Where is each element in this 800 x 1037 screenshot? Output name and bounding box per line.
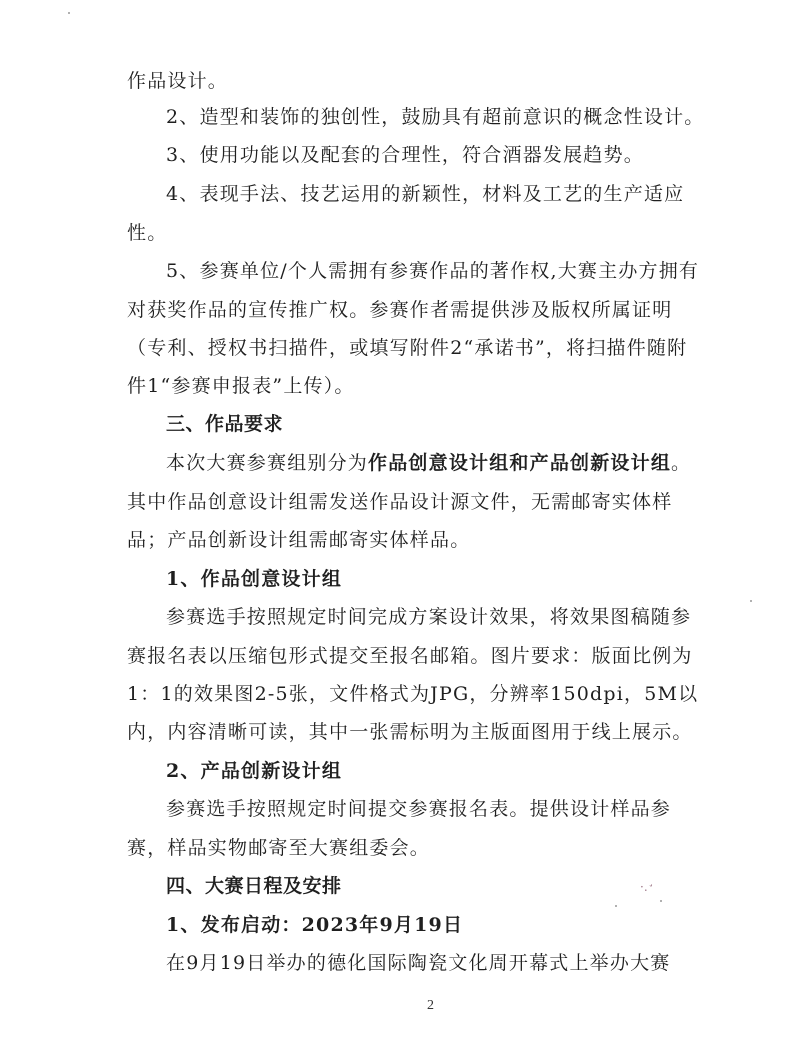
paragraph-line: 赛，样品实物邮寄至大赛组委会。 <box>127 837 431 859</box>
paragraph-line: 1：1的效果图2-5张，文件格式为JPG，分辨率150dpi，5M以 <box>127 683 699 705</box>
paragraph-line: 在9月19日举办的德化国际陶瓷文化周开幕式上举办大赛 <box>166 952 671 974</box>
paragraph-line: 其中作品创意设计组需发送作品设计源文件，无需邮寄实体样 <box>127 491 673 513</box>
groups-intro-text: 本次大赛参赛组别分为 <box>166 452 369 474</box>
paragraph-line: 件1“参赛申报表”上传）。 <box>127 375 355 397</box>
paragraph-line: 内，内容清晰可读，其中一张需标明为主版面图用于线上展示。 <box>127 721 693 743</box>
scan-artifact <box>68 12 70 14</box>
groups-intro-end: 。 <box>671 452 692 474</box>
scan-artifact: ·. ̛ <box>640 880 652 894</box>
criterion-2: 2、造型和装饰的独创性，鼓励具有超前意识的概念性设计。 <box>166 106 705 128</box>
section-heading-4: 四、大赛日程及安排 <box>166 875 342 897</box>
paragraph-line: 赛报名表以压缩包形式提交至报名邮箱。图片要求：版面比例为 <box>127 645 693 667</box>
subheading-product-design: 2、产品创新设计组 <box>166 760 343 782</box>
paragraph-line: 品；产品创新设计组需邮寄实体样品。 <box>127 529 471 551</box>
paragraph-line: 参赛选手按照规定时间提交参赛报名表。提供设计样品参 <box>166 798 672 820</box>
criterion-3: 3、使用功能以及配套的合理性，符合酒器发展趋势。 <box>166 144 644 166</box>
scan-artifact <box>660 900 662 902</box>
section-heading-3: 三、作品要求 <box>166 413 284 435</box>
schedule-item-launch: 1、发布启动：2023年9月19日 <box>166 914 464 936</box>
criterion-5: 5、参赛单位/个人需拥有参赛作品的著作权,大赛主办方拥有 <box>166 260 700 282</box>
paragraph-line: （专利、授权书扫描件，或填写附件2“承诺书”，将扫描件随附 <box>127 337 688 359</box>
scan-artifact <box>750 600 752 602</box>
groups-intro <box>166 450 739 476</box>
paragraph-line: 作品设计。 <box>127 70 229 92</box>
paragraph-line: 参赛选手按照规定时间完成方案设计效果，将效果图稿随参 <box>166 606 692 628</box>
criterion-4: 4、表现手法、技艺运用的新颖性，材料及工艺的生产适应 <box>166 183 685 205</box>
scan-artifact <box>615 905 617 907</box>
groups-names: 作品创意设计组和产品创新设计组 <box>368 452 672 474</box>
paragraph-line: 性。 <box>127 222 168 244</box>
subheading-creative-design: 1、作品创意设计组 <box>166 568 343 590</box>
page-number: 2 <box>427 998 434 1013</box>
paragraph-line: 对获奖作品的宣传推广权。参赛作者需提供涉及版权所属证明 <box>127 299 673 321</box>
